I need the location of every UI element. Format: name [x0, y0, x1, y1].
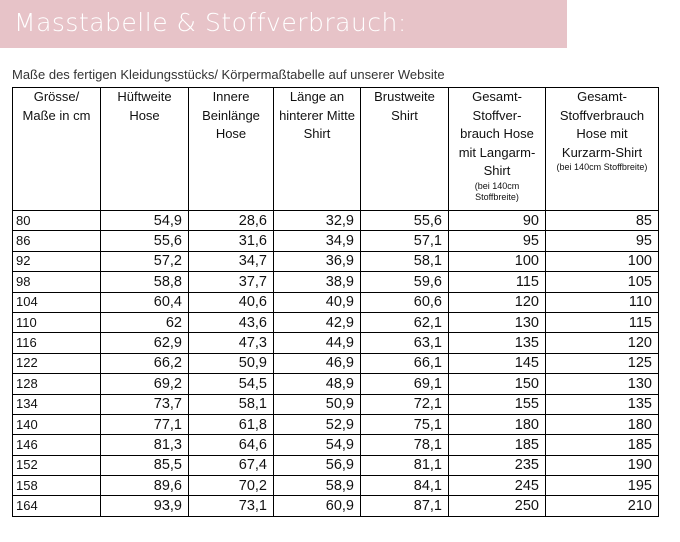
- column-header-label: Innere Beinlänge Hose: [202, 89, 260, 141]
- value-cell: 34,7: [189, 251, 274, 271]
- size-cell: 152: [13, 455, 101, 475]
- value-cell: 54,9: [101, 211, 189, 231]
- value-cell: 62,1: [361, 312, 449, 332]
- value-cell: 31,6: [189, 231, 274, 251]
- value-cell: 48,9: [274, 374, 361, 394]
- table-row: [13, 272, 659, 292]
- column-header-label: Länge an hinterer Mitte Shirt: [279, 89, 355, 141]
- value-cell: 93,9: [101, 496, 189, 516]
- value-cell: 37,7: [189, 272, 274, 292]
- size-cell: 146: [13, 435, 101, 455]
- size-cell: 92: [13, 251, 101, 271]
- column-header-label: Gesamt-Stoffverbrauch Hose mit Kurzarm-Shirt: [559, 89, 645, 160]
- value-cell: 40,9: [274, 292, 361, 312]
- value-cell: 58,9: [274, 476, 361, 496]
- value-cell: 235: [449, 455, 546, 475]
- table-row: [13, 455, 659, 475]
- size-cell: 98: [13, 272, 101, 292]
- table-row: [13, 414, 659, 434]
- value-cell: 155: [449, 394, 546, 414]
- value-cell: 145: [449, 353, 546, 373]
- size-chart-table: [12, 87, 659, 517]
- value-cell: 32,9: [274, 211, 361, 231]
- size-cell: 122: [13, 353, 101, 373]
- value-cell: 55,6: [101, 231, 189, 251]
- title-banner: [0, 0, 567, 48]
- column-header: [274, 88, 361, 211]
- value-cell: 115: [546, 312, 659, 332]
- value-cell: 185: [546, 435, 659, 455]
- value-cell: 70,2: [189, 476, 274, 496]
- value-cell: 50,9: [189, 353, 274, 373]
- table-row: [13, 251, 659, 271]
- table-row: [13, 211, 659, 231]
- value-cell: 38,9: [274, 272, 361, 292]
- column-header-label: Gesamt-Stoffver-brauch Hose mit Langarm-Shirt: [458, 89, 536, 178]
- value-cell: 73,7: [101, 394, 189, 414]
- value-cell: 50,9: [274, 394, 361, 414]
- header-row: [13, 88, 659, 211]
- size-cell: 86: [13, 231, 101, 251]
- table-body: [13, 211, 659, 517]
- value-cell: 125: [546, 353, 659, 373]
- value-cell: 75,1: [361, 414, 449, 434]
- value-cell: 64,6: [189, 435, 274, 455]
- value-cell: 58,1: [189, 394, 274, 414]
- value-cell: 69,2: [101, 374, 189, 394]
- table-row: [13, 496, 659, 516]
- table-row: [13, 231, 659, 251]
- column-header-note: (bei 140cm Stoffbreite): [474, 180, 520, 202]
- value-cell: 120: [449, 292, 546, 312]
- size-cell: 134: [13, 394, 101, 414]
- value-cell: 95: [546, 231, 659, 251]
- table-row: [13, 374, 659, 394]
- size-cell: 158: [13, 476, 101, 496]
- table-row: [13, 394, 659, 414]
- table-row: [13, 292, 659, 312]
- table-row: [13, 435, 659, 455]
- value-cell: 245: [449, 476, 546, 496]
- value-cell: 63,1: [361, 333, 449, 353]
- value-cell: 210: [546, 496, 659, 516]
- size-cell: 140: [13, 414, 101, 434]
- value-cell: 62,9: [101, 333, 189, 353]
- value-cell: 58,1: [361, 251, 449, 271]
- value-cell: 72,1: [361, 394, 449, 414]
- column-header: [361, 88, 449, 211]
- value-cell: 185: [449, 435, 546, 455]
- column-header-label: Hüftweite Hose: [117, 89, 172, 123]
- value-cell: 130: [546, 374, 659, 394]
- value-cell: 67,4: [189, 455, 274, 475]
- value-cell: 120: [546, 333, 659, 353]
- value-cell: 28,6: [189, 211, 274, 231]
- value-cell: 135: [449, 333, 546, 353]
- value-cell: 78,1: [361, 435, 449, 455]
- value-cell: 250: [449, 496, 546, 516]
- value-cell: 180: [449, 414, 546, 434]
- banner-title: Masstabelle & Stoffverbrauch:: [14, 8, 407, 37]
- value-cell: 100: [546, 251, 659, 271]
- table-row: [13, 353, 659, 373]
- value-cell: 85,5: [101, 455, 189, 475]
- value-cell: 60,9: [274, 496, 361, 516]
- value-cell: 100: [449, 251, 546, 271]
- value-cell: 58,8: [101, 272, 189, 292]
- value-cell: 60,4: [101, 292, 189, 312]
- size-cell: 104: [13, 292, 101, 312]
- value-cell: 46,9: [274, 353, 361, 373]
- value-cell: 150: [449, 374, 546, 394]
- size-cell: 128: [13, 374, 101, 394]
- value-cell: 87,1: [361, 496, 449, 516]
- value-cell: 34,9: [274, 231, 361, 251]
- value-cell: 57,2: [101, 251, 189, 271]
- value-cell: 81,1: [361, 455, 449, 475]
- column-header: [101, 88, 189, 211]
- value-cell: 66,2: [101, 353, 189, 373]
- value-cell: 52,9: [274, 414, 361, 434]
- value-cell: 105: [546, 272, 659, 292]
- table-row: [13, 476, 659, 496]
- column-header: [449, 88, 546, 211]
- value-cell: 90: [449, 211, 546, 231]
- value-cell: 47,3: [189, 333, 274, 353]
- table-row: [13, 333, 659, 353]
- value-cell: 180: [546, 414, 659, 434]
- value-cell: 59,6: [361, 272, 449, 292]
- value-cell: 77,1: [101, 414, 189, 434]
- column-header: [546, 88, 659, 211]
- column-header: [189, 88, 274, 211]
- value-cell: 44,9: [274, 333, 361, 353]
- value-cell: 66,1: [361, 353, 449, 373]
- value-cell: 57,1: [361, 231, 449, 251]
- value-cell: 115: [449, 272, 546, 292]
- size-cell: 110: [13, 312, 101, 332]
- value-cell: 54,5: [189, 374, 274, 394]
- value-cell: 81,3: [101, 435, 189, 455]
- value-cell: 43,6: [189, 312, 274, 332]
- value-cell: 110: [546, 292, 659, 312]
- value-cell: 40,6: [189, 292, 274, 312]
- size-cell: 164: [13, 496, 101, 516]
- table-row: [13, 312, 659, 332]
- value-cell: 84,1: [361, 476, 449, 496]
- value-cell: 42,9: [274, 312, 361, 332]
- value-cell: 54,9: [274, 435, 361, 455]
- value-cell: 195: [546, 476, 659, 496]
- value-cell: 56,9: [274, 455, 361, 475]
- value-cell: 95: [449, 231, 546, 251]
- size-cell: 116: [13, 333, 101, 353]
- value-cell: 61,8: [189, 414, 274, 434]
- size-cell: 80: [13, 211, 101, 231]
- value-cell: 36,9: [274, 251, 361, 271]
- value-cell: 89,6: [101, 476, 189, 496]
- value-cell: 69,1: [361, 374, 449, 394]
- value-cell: 55,6: [361, 211, 449, 231]
- value-cell: 135: [546, 394, 659, 414]
- column-header-note: (bei 140cm Stoffbreite): [556, 162, 648, 172]
- value-cell: 190: [546, 455, 659, 475]
- column-header: [13, 88, 101, 211]
- value-cell: 60,6: [361, 292, 449, 312]
- column-header-label: Grösse/ Maße in cm: [22, 89, 91, 123]
- value-cell: 62: [101, 312, 189, 332]
- value-cell: 73,1: [189, 496, 274, 516]
- value-cell: 130: [449, 312, 546, 332]
- table-caption: Maße des fertigen Kleidungsstücks/ Körpermaßtabelle auf unserer Website: [12, 67, 445, 82]
- value-cell: 85: [546, 211, 659, 231]
- column-header-label: Brustweite Shirt: [374, 89, 435, 123]
